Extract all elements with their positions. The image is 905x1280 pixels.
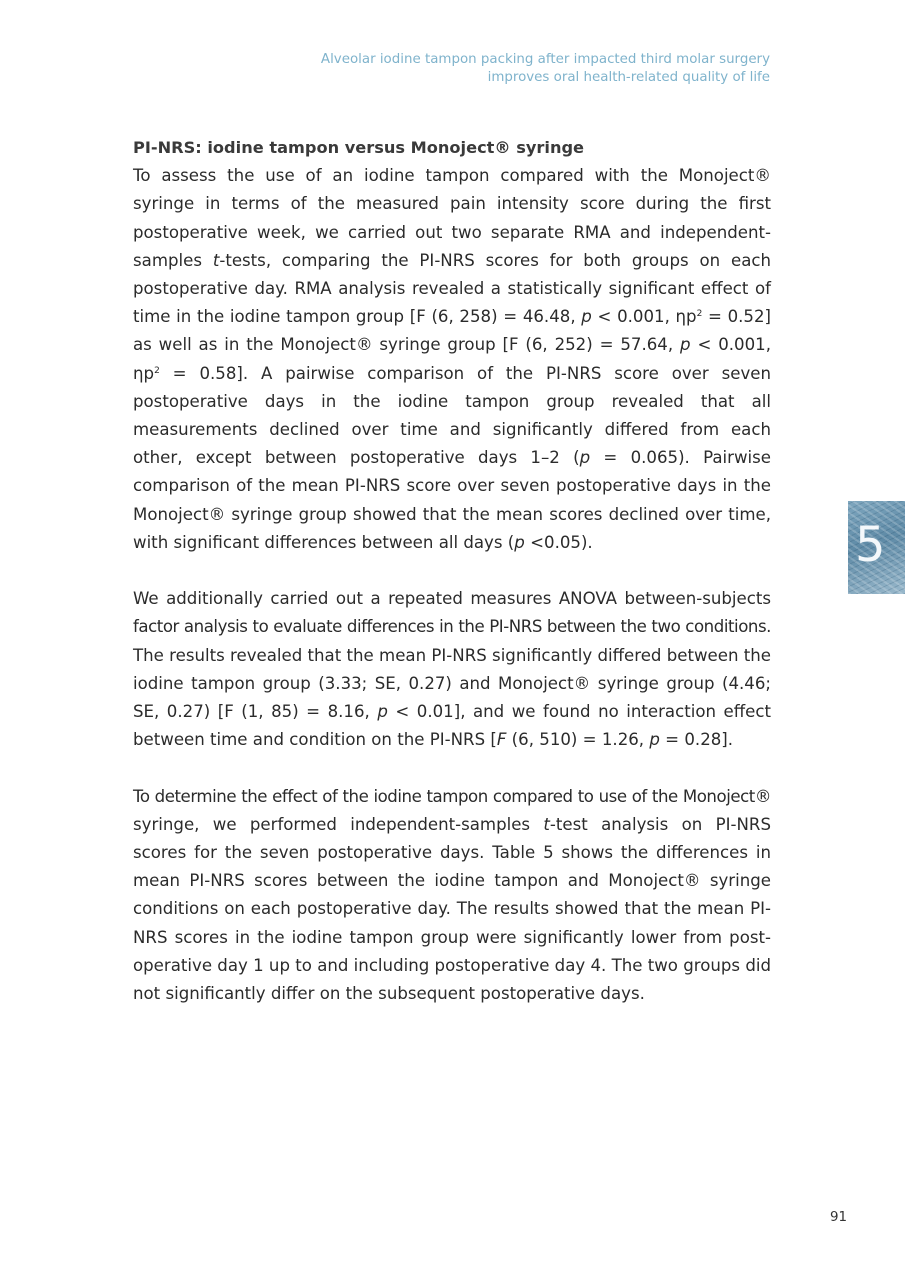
p1-text-3: < 0.001, ηp	[591, 307, 697, 327]
chapter-number: 5	[855, 517, 886, 573]
p1-text-5: < 0.001, ηp	[133, 335, 772, 383]
paragraph-2	[133, 585, 771, 754]
paragraph-1	[133, 162, 771, 557]
p2-text-1: We additionally carried out a repeated measures ANOVA between-subjects	[133, 589, 771, 609]
p1-text-8: <0.05).	[524, 532, 593, 552]
p2-italic-f: F	[496, 730, 507, 750]
p1-superscript-1: 2	[696, 309, 703, 320]
running-head-line-1: Alveolar iodine tampon packing after impacted third molar surgery	[320, 52, 770, 67]
running-head-line-2: improves oral health-related quality of life	[487, 70, 770, 85]
p2-text-5: = 0.28].	[659, 730, 734, 750]
p2-italic-p-1: p	[377, 702, 388, 722]
p2-italic-p-2: p	[649, 730, 660, 750]
p1-italic-t: t	[212, 250, 220, 270]
p1-text-7: = 0.065). Pairwise comparison of the mean PI-NRS score over seven postoperative days in the Monoject® syringe group showed that the mean scores declined over time, with significant differences between all days (	[133, 448, 771, 552]
running-head	[321, 51, 770, 87]
section-heading: PI-NRS: iodine tampon versus Monoject® syringe	[133, 138, 585, 157]
main-content	[133, 134, 771, 1008]
paragraph-3	[133, 783, 771, 1009]
p1-italic-p-3: p	[579, 448, 591, 468]
p3-text-2: -test analysis on PI-NRS scores for the seven postoperative days. Table 5 shows the differences in mean PI-NRS scores between the iodine tampon and Monoject® syringe conditions on each postoperative day. The results showed that the mean PI-NRS scores in the iodine tampon group were significantly lower from post-operative day 1 up to and including postoperative day 4. The two groups did not significantly differ on the subsequent postoperative days.	[133, 814, 772, 1004]
p2-text-1b: factor analysis to evaluate differences in the PI-NRS between the two conditions.	[133, 617, 771, 637]
p1-text-2: -tests, comparing the PI-NRS scores for both groups on each postoperative day. RMA analysis revealed a statistically significant effect of time in the iodine tampon group [F (6, 258) = 46.48,	[133, 250, 771, 327]
p1-superscript-2: 2	[154, 365, 160, 376]
p1-italic-p-2: p	[680, 335, 691, 355]
page-number: 91	[830, 1210, 848, 1225]
p3-text-1: syringe, we performed independent-samples	[133, 814, 544, 834]
p1-italic-p-1: p	[581, 307, 592, 327]
p1-text-6: = 0.58]. A pairwise comparison of the PI-NRS score over seven postoperative days in the iodine tampon group revealed that all measurements declined over time and significantly differed from each other, except between postoperative days 1–2 (	[133, 363, 771, 468]
p3-text-1a: To determine the effect of the iodine tampon compared to use of the Monoject®	[133, 786, 771, 806]
p2-text-2: The results revealed that the mean PI-NRS significantly differed between the iodine tampon group (3.33; SE, 0.27) and Monoject® syringe group (4.46; SE, 0.27) [F (1, 85) = 8.16,	[133, 645, 771, 722]
p2-text-4: (6, 510) = 1.26,	[506, 730, 650, 750]
chapter-tab	[848, 501, 905, 594]
p3-italic-t: t	[543, 814, 550, 834]
p1-text-4: = 0.52] as well as in the Monoject® syringe group [F (6, 252) = 57.64,	[133, 307, 771, 355]
p2-text-3: < 0.01], and we found no interaction effect between time and condition on the PI-NRS [	[133, 702, 771, 750]
p1-italic-p-4: p	[514, 532, 525, 552]
p1-text-1: To assess the use of an iodine tampon compared with the Monoject® syringe in terms of the measured pain intensity score during the first postoperative week, we carried out two separate RMA and independent-samples	[133, 166, 771, 270]
